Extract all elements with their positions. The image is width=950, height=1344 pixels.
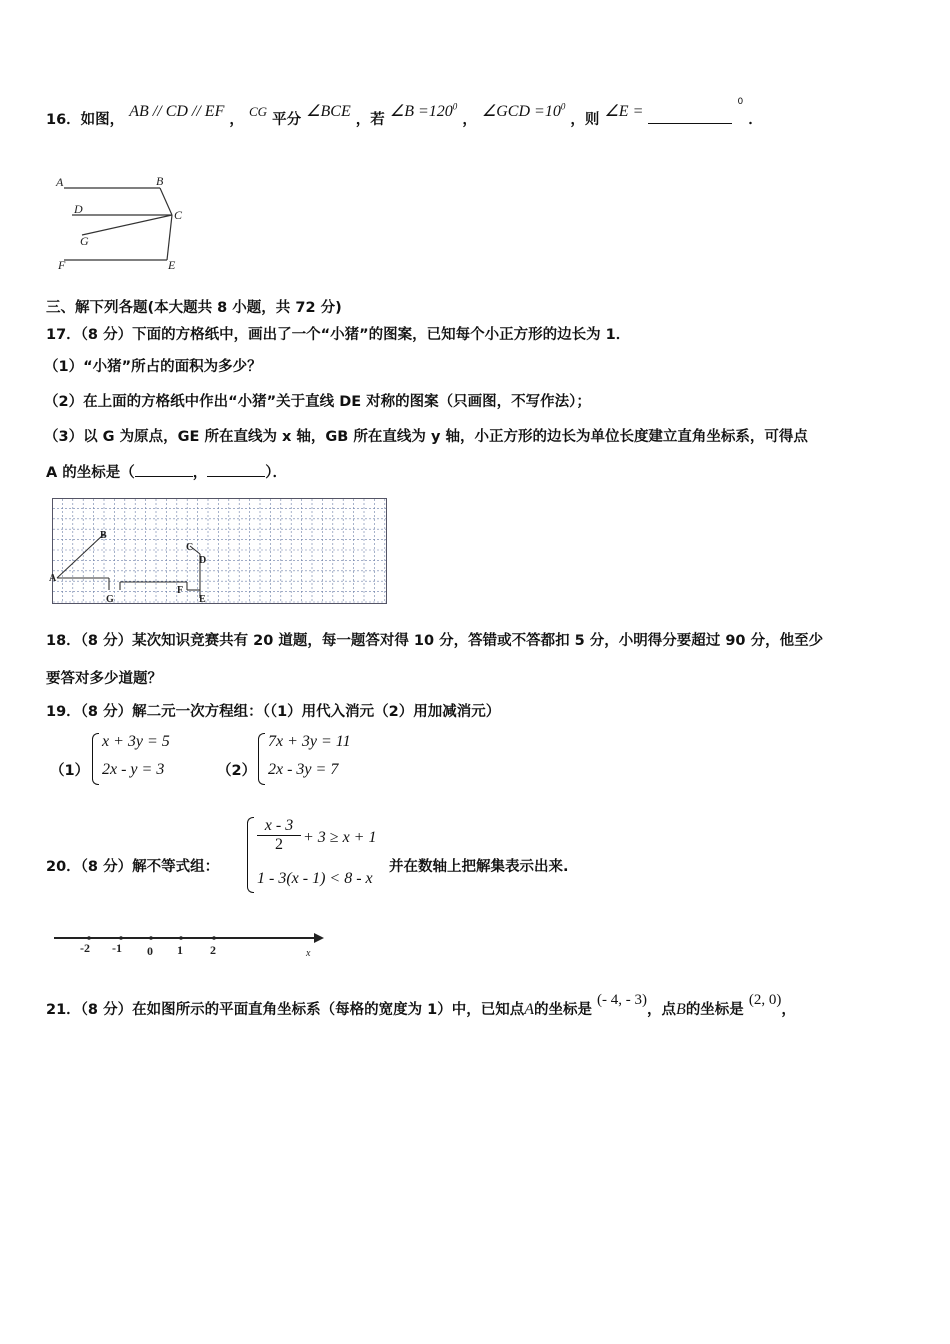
- brace: [258, 733, 265, 785]
- grid-border: [53, 499, 387, 604]
- tick-2: [212, 936, 216, 940]
- q17-coord-sep: ，: [192, 465, 208, 481]
- q17-stem: 17．（8 分）下面的方格纸中，画出了一个“小猪”的图案，已知每个小正方形的边长为 1．: [46, 327, 631, 343]
- q20-frac-den: 2: [275, 836, 283, 853]
- grid-label-g: G: [106, 594, 114, 605]
- tick-0: [149, 936, 153, 940]
- q17-grid-figure: [49, 498, 388, 606]
- tick-label-0: 0: [147, 944, 153, 958]
- q16-angle-e: ∠E =: [604, 103, 644, 120]
- grid-label-a: A: [49, 573, 57, 584]
- q16-then: ，则: [570, 112, 600, 128]
- grid-label-d: D: [199, 555, 207, 566]
- section3-heading: 三、解下列各题(本大题共 8 小题，共 72 分): [46, 300, 342, 316]
- q19-system1: [92, 731, 202, 787]
- q16-parallel: AB // CD // EF: [129, 103, 225, 120]
- line-ce: [167, 215, 172, 260]
- q19-eq1b: 2x - y = 3: [102, 761, 165, 778]
- q16-end: ．: [748, 112, 763, 128]
- q16-sep: ，: [229, 112, 244, 128]
- q19-system2: [258, 731, 378, 787]
- q18-line1: 18．（8 分）某次知识竞赛共有 20 道题，每一题答对得 10 分，答错或不答都扣 5 分，小明得分要超过 90 分，他至少: [46, 633, 824, 649]
- q16-figure: [52, 172, 197, 274]
- q19-eq2b: 2x - 3y = 7: [268, 761, 339, 778]
- label-e: E: [168, 258, 176, 272]
- q19-label2: （2）: [217, 763, 257, 779]
- q17-coord-suffix: ）．: [265, 465, 288, 481]
- q21-coord-b: (2, 0): [748, 992, 782, 1008]
- brace: [92, 733, 99, 785]
- grid-label-f: F: [177, 585, 184, 596]
- q19-stem: 19．（8 分）解二元一次方程组：（（1）用代入消元（2）用加减消元）: [46, 704, 501, 720]
- q21-end: ，: [781, 1002, 796, 1018]
- label-f: F: [58, 258, 66, 272]
- label-d: D: [74, 202, 83, 216]
- grid-label-e: E: [199, 594, 206, 605]
- label-g: G: [80, 234, 89, 248]
- q21-point-b: B: [676, 1001, 686, 1018]
- q16-angle-b-value: ∠B =120: [389, 103, 453, 120]
- q17-part2: （2）在上面的方格纸中作出“小猪”关于直线 DE 对称的图案（只画图，不写作法）；: [44, 394, 591, 410]
- q16-sep2: ，: [462, 112, 477, 128]
- pig-ab: [57, 534, 104, 578]
- q21-line: [46, 992, 796, 1019]
- q17-part3: （3）以 G 为原点，GE 所在直线为 x 轴，GB 所在直线为 y 轴，小正方形的边长为单位长度建立直角坐标系，可得点: [44, 429, 808, 445]
- q17-x-blank[interactable]: [135, 476, 193, 477]
- q21-coord-a: (- 4, - 3): [597, 992, 648, 1008]
- q19-eq1a: x + 3y = 5: [102, 733, 170, 750]
- label-a: A: [56, 175, 64, 189]
- q20-number-line: [52, 928, 328, 960]
- q17-y-blank[interactable]: [207, 476, 265, 477]
- grid-label-c: C: [186, 542, 194, 553]
- tick-label-minus2: -2: [80, 941, 90, 955]
- q16-bisects: 平分: [272, 112, 302, 128]
- q17-part3-answer: [46, 461, 287, 482]
- axis-label-x: x: [306, 948, 311, 959]
- q16-cg: CG: [248, 104, 268, 119]
- q21-intro: 21．（8 分）在如图所示的平面直角坐标系（每格的宽度为 1）中，已知点: [46, 1002, 525, 1018]
- tick-label-1: 1: [177, 943, 183, 957]
- q16-answer-blank[interactable]: [648, 123, 732, 124]
- q21-coord-of-a: 的坐标是: [533, 1002, 592, 1018]
- q16-angle-b: [390, 103, 457, 120]
- tick-1: [179, 936, 183, 940]
- q20-tail: 并在数轴上把解集表示出来.: [389, 859, 569, 875]
- q20-stem: 20．（8 分）解不等式组：: [46, 859, 220, 875]
- q16-if: ，若: [355, 112, 385, 128]
- line-bc: [160, 188, 172, 215]
- q17-coord-prefix: A 的坐标是（: [46, 465, 135, 481]
- tick-minus2: [87, 936, 91, 940]
- q20-frac-num: x - 3: [257, 817, 301, 836]
- line-gc: [82, 215, 172, 235]
- q16-degree-mark: 0: [737, 97, 744, 108]
- q19-label1: （1）: [50, 763, 90, 779]
- axis-arrow: [314, 933, 324, 943]
- q16-angle-gcd-degree: 0: [560, 101, 566, 112]
- q21-coord-of-b: 的坐标是: [685, 1002, 744, 1018]
- label-b: B: [156, 174, 164, 188]
- grid-lines: [53, 499, 386, 603]
- tick-label-2: 2: [210, 943, 216, 957]
- q16-number: 16．如图，: [46, 112, 125, 128]
- q20-ineq1-rest: + 3 ≥ x + 1: [303, 829, 377, 846]
- tick-label-minus1: -1: [112, 941, 122, 955]
- brace: [247, 817, 254, 893]
- q16-angle-gcd-value: ∠GCD =10: [481, 103, 561, 120]
- q17-part1: （1）“小猪”所占的面积为多少？: [44, 359, 262, 375]
- q16-line: [46, 97, 763, 129]
- q16-angle-gcd: [482, 103, 565, 120]
- q20-frac: [257, 817, 301, 854]
- q19-eq2a: 7x + 3y = 11: [268, 733, 351, 750]
- q20-system: [247, 815, 387, 895]
- grid-label-b: B: [100, 530, 107, 541]
- q21-point-a: A: [524, 1001, 534, 1018]
- q21-point-b-pre: ，点: [647, 1002, 677, 1018]
- q16-angle-bce: ∠BCE: [306, 103, 351, 120]
- q16-angle-b-degree: 0: [452, 101, 458, 112]
- q20-ineq2: 1 - 3(x - 1) < 8 - x: [257, 870, 373, 887]
- label-c: C: [174, 208, 183, 222]
- tick-minus1: [119, 936, 123, 940]
- q18-line2: 要答对多少道题？: [46, 671, 162, 687]
